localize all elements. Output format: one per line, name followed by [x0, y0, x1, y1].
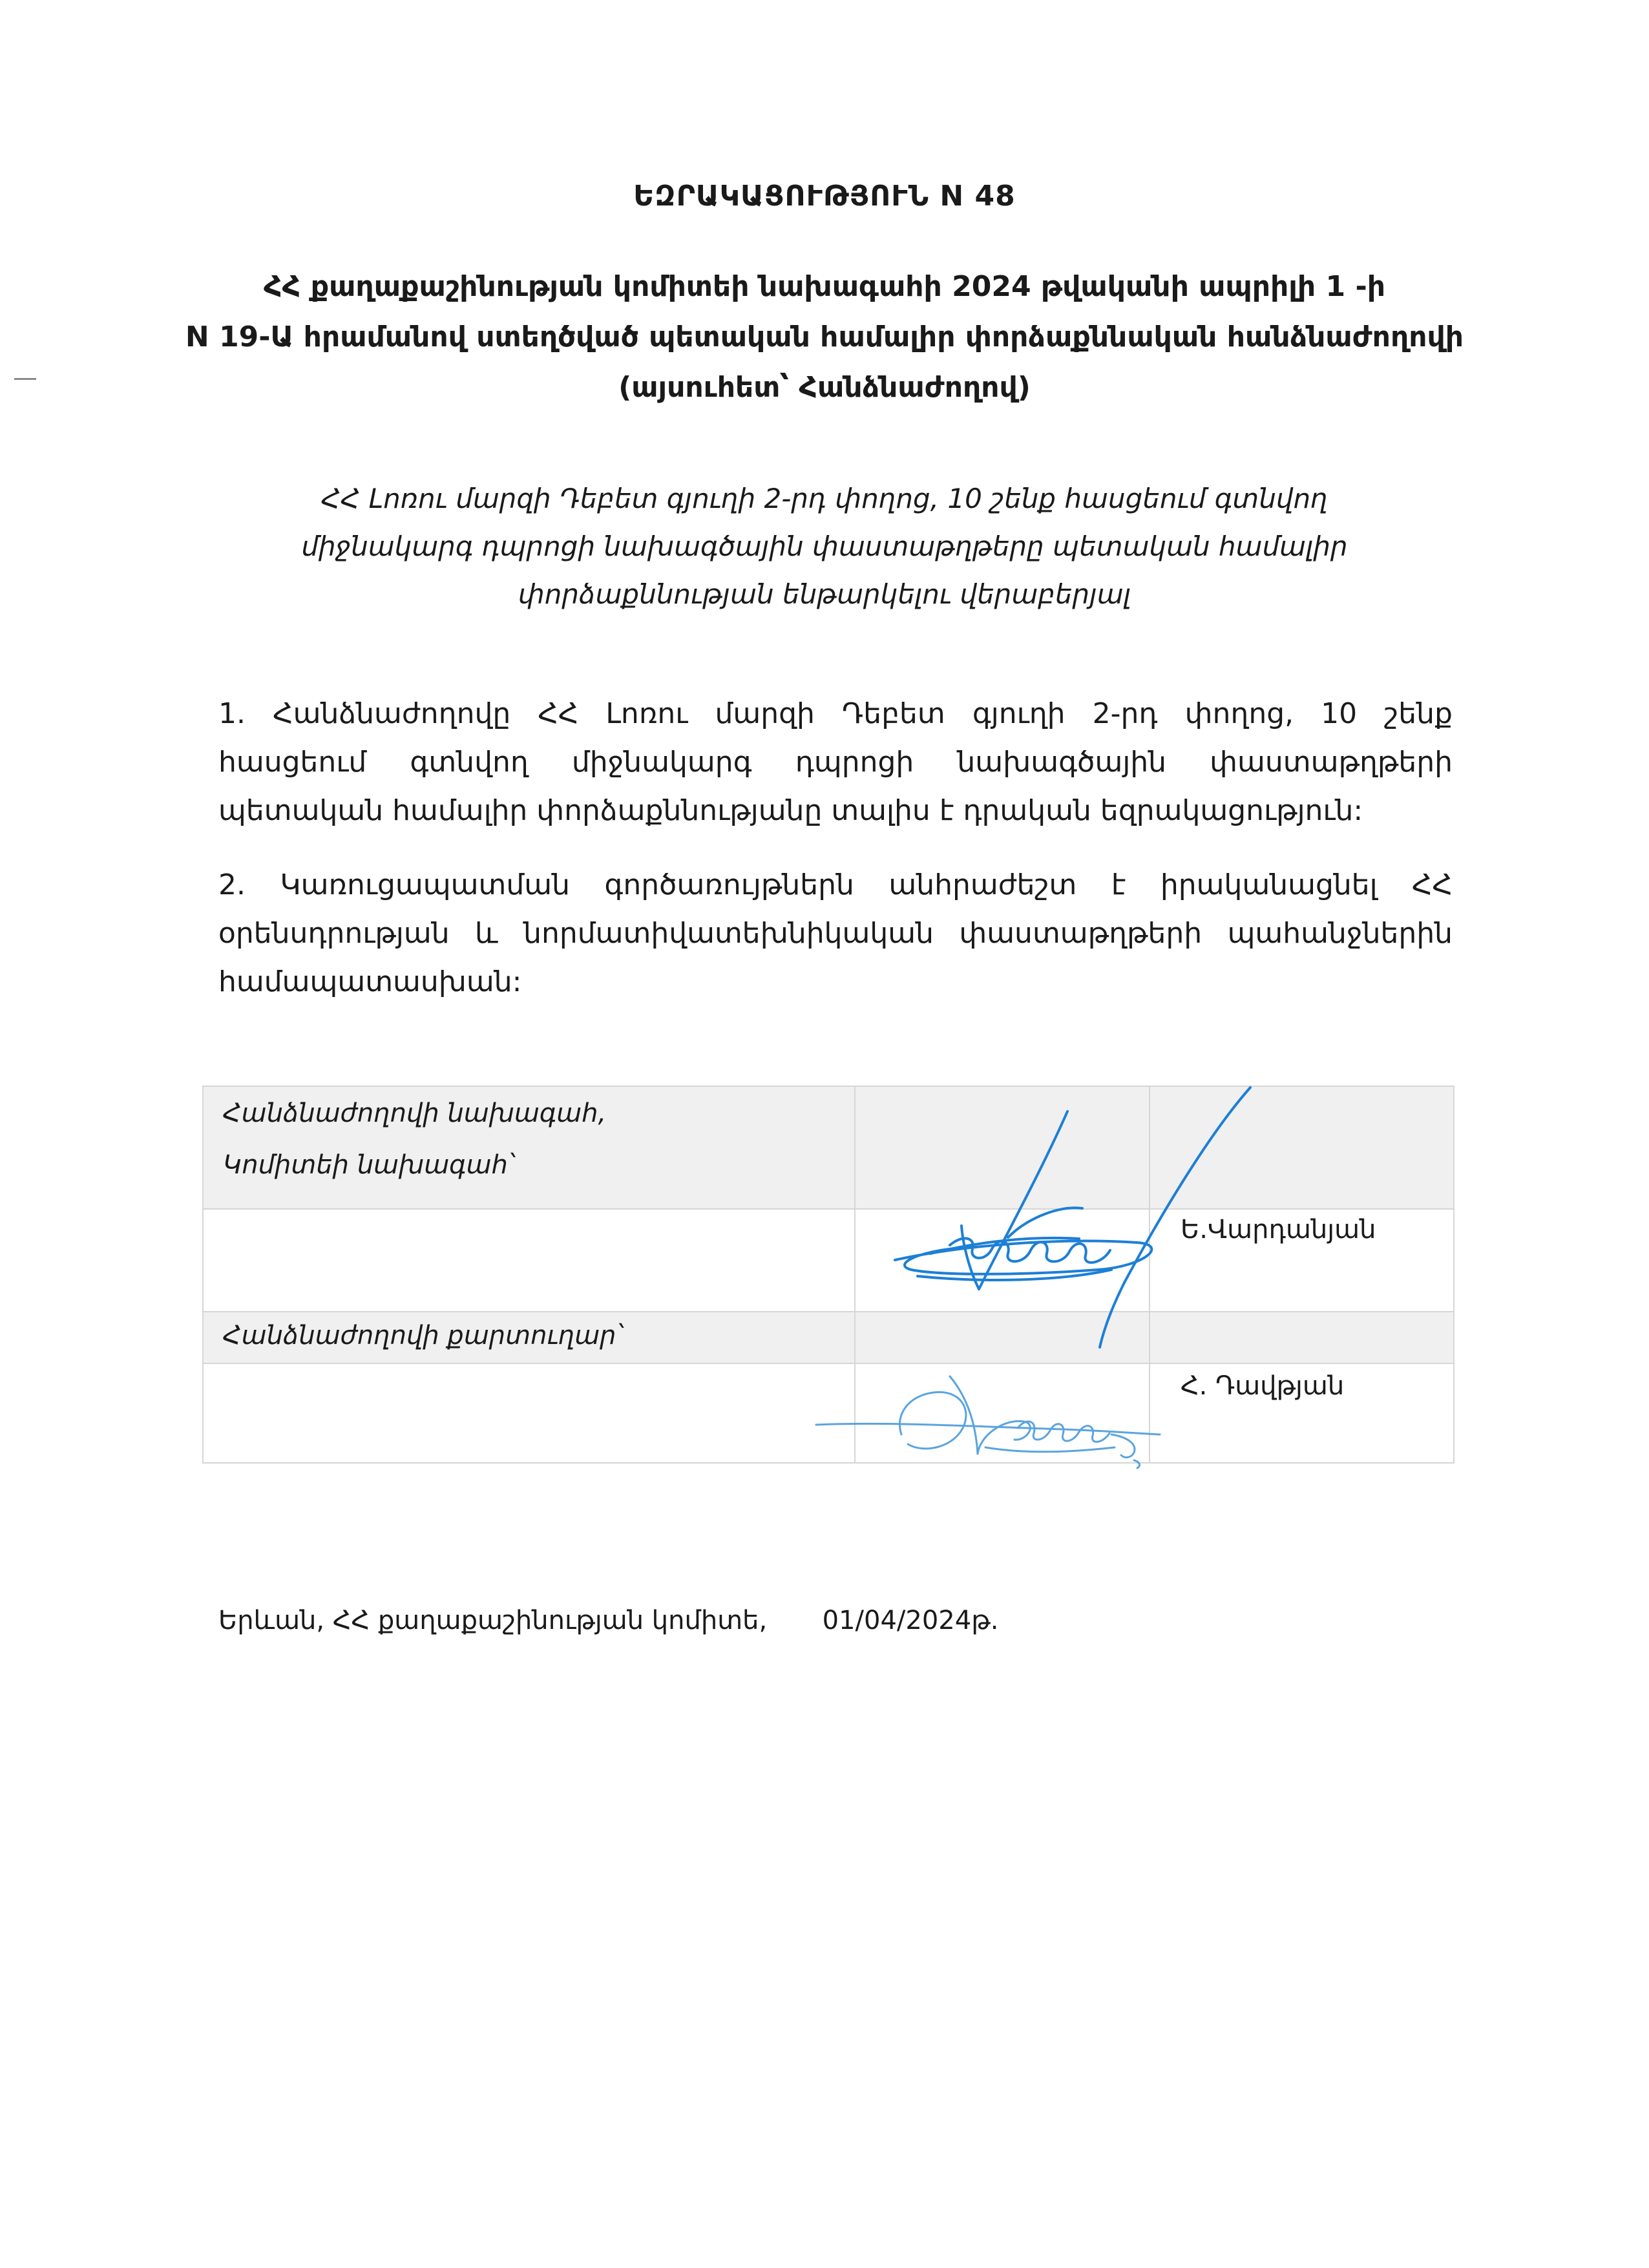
subject-line: միջնակարգ դպրոցի նախագծային փաստաթղթերը պետական համալիր [301, 530, 1348, 562]
paragraph-line: 1. Հանձնաժողովը ՀՀ Լոռու մարզի Դեբետ գյուղի 2-րդ փողոց, 10 շենք [218, 697, 1453, 730]
paragraph-2 [218, 861, 1453, 1006]
secretary-title: Հանձնաժողովի քարտուղար՝ [223, 1321, 623, 1350]
heading-line: (այսուհետ՝ Հանձնաժողով) [618, 371, 1031, 404]
secretary-name: Հ. Դավթյան [1181, 1371, 1345, 1401]
chair-signature [866, 1076, 1292, 1373]
chair-name: Ե.Վարդանյան [1181, 1215, 1376, 1244]
paragraph-line: 2. Կառուցապատման գործառույթներն անհրաժեշտ է իրականացնել ՀՀ [218, 868, 1453, 901]
paragraph-line: պետական համալիր փորձաքննությանը տալիս է դրական եզրակացություն: [218, 794, 1363, 827]
secretary-signature [811, 1357, 1173, 1486]
footer-date: 01/04/2024թ. [822, 1606, 999, 1635]
subject-line: փորձաքննության ենթարկելու վերաբերյալ [518, 578, 1131, 610]
chair-title-line: Հանձնաժողովի նախագահ, [223, 1098, 607, 1128]
chair-title-line: Կոմիտեի նախագահ՝ [223, 1150, 514, 1180]
document-heading [0, 262, 1649, 413]
footer [218, 1606, 998, 1635]
paragraph-line: համապատասխան: [218, 965, 522, 998]
document-title: ԵԶՐԱԿԱՑՈՒԹՅՈՒՆ N 48 [633, 180, 1016, 213]
heading-line: ՀՀ քաղաքաշինության կոմիտեի նախագահի 2024 թվականի ապրիլի 1 -ի [264, 270, 1385, 303]
paragraph-1 [218, 689, 1453, 835]
footer-place: Երևան, ՀՀ քաղաքաշինության կոմիտե, [218, 1606, 768, 1635]
paragraph-line: օրենսդրության և նորմատիվատեխնիկական փաստաթղթերի պահանջներին [218, 917, 1453, 950]
subject-line: ՀՀ Լոռու մարզի Դեբետ գյուղի 2-րդ փողոց, 10 շենք հասցեում գտնվող [321, 483, 1328, 514]
paragraph-line: հասցեում գտնվող միջնակարգ դպրոցի նախագծային փաստաթղթերի [218, 746, 1453, 779]
heading-line: N 19-Ա հրամանով ստեղծված պետական համալիր փորձաքննական հանձնաժողովի [185, 320, 1464, 353]
document-subject [0, 475, 1649, 618]
